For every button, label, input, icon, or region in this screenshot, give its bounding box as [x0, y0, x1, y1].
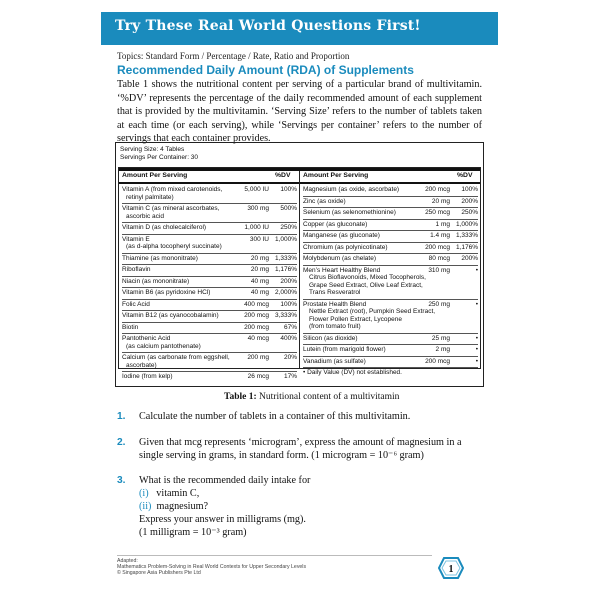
- nutrient-amount: 250 mg: [428, 300, 450, 308]
- nutrient-amount: 200 mcg: [244, 312, 269, 319]
- nutrient-name: Iodine (from kelp): [122, 373, 173, 380]
- nutrient-row: [122, 300, 297, 312]
- nutrient-row: [303, 220, 478, 232]
- section-heading: Recommended Daily Amount (RDA) of Supplements: [117, 63, 414, 77]
- nutrient-dv: 1,000%: [455, 220, 478, 228]
- nutrient-name: Vitamin D (as cholecalciferol): [122, 224, 207, 231]
- nutrient-source: (as calcium pantothenate): [126, 342, 201, 350]
- footer-line-1: Adapted:: [117, 558, 138, 564]
- nutrient-amount: 250 mcg: [425, 209, 450, 216]
- nutrient-name: Lutein (from marigold flower): [303, 346, 386, 353]
- nutrient-name: Vanadium (as sulfate): [303, 357, 366, 365]
- topics-line: Topics: Standard Form / Percentage / Rate, Ratio and Proportion: [117, 51, 350, 61]
- nutrient-name: Silicon (as dioxide): [303, 334, 358, 342]
- nutrient-dv: 1,333%: [274, 254, 297, 262]
- nutrient-dv: 200%: [280, 277, 297, 285]
- question-instruction: Express your answer in milligrams (mg).: [139, 514, 306, 525]
- question-part-i: [139, 487, 482, 500]
- left-dv-header: %DV: [275, 172, 291, 179]
- nutrient-amount: 200 mcg: [425, 243, 450, 251]
- nutrient-dv: 250%: [280, 224, 297, 231]
- page-number-badge: [438, 557, 464, 579]
- intro-paragraph: Table 1 shows the nutritional content per serving of a particular brand of multivitamin. ‘%DV’ represents the percentage of the daily recommended amount of each supplement that is provided by the multivitamin. ‘Serving Size’ refers to the number of tablets taken at each time (or each serving), while ‘Servings per container’ refers to the number of servings that each container provides.: [117, 79, 482, 144]
- nutrient-dv: •: [475, 266, 478, 274]
- nutrient-name: Copper (as gluconate): [303, 220, 368, 228]
- question-3: [117, 474, 482, 538]
- nutrient-name: Vitamin E: [122, 235, 150, 243]
- nutrient-name: Riboflavin: [122, 266, 151, 273]
- footer-line-3: © Singapore Asia Publishers Pte Ltd: [117, 570, 201, 576]
- nutrient-name: Molybdenum (as chelate): [303, 255, 376, 262]
- caption-label: Table 1:: [224, 392, 257, 402]
- nutrient-row: [303, 185, 478, 197]
- nutrient-amount: 400 mcg: [244, 300, 269, 308]
- nutrient-row: [122, 353, 297, 372]
- nutrient-amount: 200 mcg: [425, 186, 450, 193]
- part-text: magnesium?: [156, 501, 209, 512]
- nutrient-row: [122, 372, 297, 384]
- right-col-header: Amount Per Serving: [303, 172, 369, 179]
- nutrient-amount: 200 mg: [247, 354, 269, 361]
- nutrient-amount: 40 mg: [250, 289, 269, 296]
- left-col-header: Amount Per Serving: [122, 172, 188, 179]
- nutrient-dv: 67%: [283, 323, 297, 331]
- page-banner: [101, 12, 498, 45]
- nutrient-name: Pantothenic Acid: [122, 335, 171, 342]
- servings-per-container: Servings Per Container: 30: [120, 154, 199, 161]
- nutrient-row: [122, 277, 297, 289]
- nutrient-name: Vitamin B12 (as cyanocobalamin): [122, 312, 219, 319]
- nutrient-name: Biotin: [122, 323, 139, 331]
- nutrient-dv: •: [475, 346, 478, 353]
- part-label: (ii): [139, 501, 152, 512]
- nutrient-dv: 200%: [461, 197, 478, 205]
- question-number: 2.: [117, 437, 126, 448]
- nutrition-table-panel: [115, 142, 484, 387]
- nutrient-dv: 17%: [283, 373, 297, 380]
- nutrient-row: [122, 323, 297, 335]
- nutrient-name: Magnesium (as oxide, ascorbate): [303, 186, 400, 193]
- nutrient-name: Vitamin B6 (as pyridoxine HCl): [122, 289, 211, 296]
- nutrient-name: Thiamine (as mononitrate): [122, 254, 198, 262]
- nutrient-row: [303, 368, 478, 380]
- nutrient-row: [303, 231, 478, 243]
- nutrient-amount: 20 mg: [250, 266, 269, 273]
- nutrient-dv: •: [475, 357, 478, 365]
- nutrient-amount: 20 mg: [250, 254, 269, 262]
- question-number: 3.: [117, 475, 126, 486]
- nutrient-name: Men’s Heart Healthy Blend: [303, 266, 381, 274]
- nutrient-amount: 80 mcg: [428, 255, 450, 262]
- nutrient-row: [303, 334, 478, 346]
- question-text: Calculate the number of tablets in a container of this multivitamin.: [139, 411, 411, 422]
- banner-title: Try These Real World Questions First!: [115, 18, 421, 34]
- nutrient-name: Vitamin C (as mineral ascorbates,: [122, 205, 220, 212]
- nutrient-amount: 300 IU: [249, 235, 269, 243]
- nutrient-name: Zinc (as oxide): [303, 197, 346, 205]
- question-text: What is the recommended daily intake for: [139, 475, 311, 486]
- nutrient-amount: 5,000 IU: [244, 186, 269, 193]
- nutrient-name: Folic Acid: [122, 300, 150, 308]
- nutrient-name: Selenium (as selenomethionine): [303, 209, 396, 216]
- nutrient-amount: 40 mg: [250, 277, 269, 285]
- nutrient-amount: 200 mcg: [425, 357, 450, 365]
- nutrient-dv: 400%: [280, 335, 297, 342]
- question-number: 1.: [117, 411, 126, 422]
- nutrient-row: [303, 345, 478, 357]
- nutrient-amount: 300 mg: [247, 205, 269, 212]
- column-divider: [299, 171, 300, 368]
- nutrient-dv: 1,176%: [455, 243, 478, 251]
- nutrient-dv: 100%: [461, 186, 478, 193]
- nutrient-amount: 26 mcg: [247, 373, 269, 380]
- nutrient-row: [303, 208, 478, 220]
- nutrient-dv: 500%: [280, 205, 297, 212]
- nutrient-amount: 1 mg: [435, 220, 450, 228]
- nutrient-dv: 1,000%: [274, 235, 297, 243]
- nutrient-amount: 1,000 IU: [244, 224, 269, 231]
- part-text: vitamin C,: [156, 488, 200, 499]
- right-dv-header: %DV: [457, 172, 473, 179]
- nutrient-source: Trans Resveratrol: [309, 289, 361, 296]
- footer-rule: [117, 555, 432, 556]
- nutrient-row: [122, 311, 297, 323]
- nutrient-dv: 100%: [280, 300, 297, 308]
- serving-info: [120, 146, 198, 162]
- page-number: 1: [448, 564, 454, 575]
- nutrient-row: [122, 235, 297, 254]
- nutrient-dv: 20%: [283, 354, 297, 361]
- serving-size: Serving Size: 4 Tables: [120, 146, 185, 153]
- nutrient-dv: 200%: [461, 255, 478, 262]
- nutrient-name: Manganese (as gluconate): [303, 232, 380, 239]
- nutrient-name: • Daily Value (DV) not established.: [303, 369, 402, 376]
- nutrient-source: (as d-alpha tocopheryl succinate): [126, 243, 222, 250]
- nutrition-facts-table: [118, 167, 481, 380]
- nutrient-dv: 1,333%: [455, 232, 478, 239]
- nutrient-source: retinyl palmitate): [126, 193, 174, 201]
- nutrient-source: Flower Pollen Extract, Lycopene: [309, 315, 402, 323]
- nutrient-dv: 250%: [461, 209, 478, 216]
- nutrient-amount: 200 mcg: [244, 323, 269, 331]
- footer-credits: [117, 558, 306, 576]
- nutrient-source: Grape Seed Extract, Olive Leaf Extract,: [309, 281, 423, 289]
- nutrient-source: Nettle Extract (root), Pumpkin Seed Extract,: [309, 308, 436, 315]
- nutrient-row: [303, 197, 478, 209]
- nutrient-amount: 1.4 mg: [430, 232, 450, 239]
- question-part-ii: [139, 500, 482, 513]
- nutrient-row: [122, 288, 297, 300]
- nutrient-source: ascorbate): [126, 361, 157, 369]
- question-conversion: (1 milligram = 10⁻³ gram): [139, 527, 247, 538]
- footer-line-2: Mathematics Problem-Solving in Real World Contexts for Upper Secondary Levels: [117, 564, 307, 570]
- nutrient-row: [303, 300, 478, 334]
- nutrient-source: (from tomato fruit): [309, 323, 361, 330]
- nutrient-name: Calcium (as carbonate from eggshell,: [122, 354, 230, 361]
- nutrient-row: [303, 266, 478, 300]
- nutrient-row: [303, 254, 478, 266]
- nutrient-dv: 2,000%: [274, 289, 297, 296]
- nutrient-name: Vitamin A (from mixed carotenoids,: [122, 186, 223, 193]
- nutrient-source: Citrus Bioflavonoids, Mixed Tocopherols,: [309, 274, 426, 281]
- nutrient-row: [122, 223, 297, 235]
- nutrient-amount: 40 mcg: [247, 335, 269, 342]
- nutrient-row: [303, 357, 478, 369]
- question-text: Given that mcg represents ‘microgram’, express the amount of magnesium in a single serving in grams, in standard form. (1 microgram = 10⁻⁶ gram): [139, 437, 462, 461]
- nutrient-dv: •: [475, 334, 478, 342]
- nutrient-dv: •: [475, 300, 478, 308]
- nutrient-row: [122, 265, 297, 277]
- nutrient-row: [122, 204, 297, 223]
- nutrient-row: [122, 254, 297, 266]
- nutrient-source: ascorbic acid: [126, 212, 164, 220]
- table-caption: [224, 392, 399, 402]
- nutrient-row: [122, 185, 297, 204]
- part-label: (i): [139, 488, 149, 499]
- nutrient-name: Niacin (as mononitrate): [122, 277, 190, 285]
- nutrient-dv: 100%: [280, 186, 297, 193]
- nutrient-name: Chromium (as polynicotinate): [303, 243, 388, 251]
- nutrient-name: Prostate Health Blend: [303, 300, 367, 308]
- nutrient-row: [122, 334, 297, 353]
- nutrient-dv: 1,176%: [274, 266, 297, 273]
- nutrient-amount: 20 mg: [431, 197, 450, 205]
- caption-text: Nutritional content of a multivitamin: [259, 392, 400, 402]
- nutrient-row: [303, 243, 478, 255]
- nutrient-dv: 3,333%: [274, 312, 297, 319]
- nutrient-amount: 310 mg: [428, 266, 450, 274]
- nutrient-amount: 2 mg: [435, 346, 450, 353]
- nutrient-amount: 25 mg: [431, 334, 450, 342]
